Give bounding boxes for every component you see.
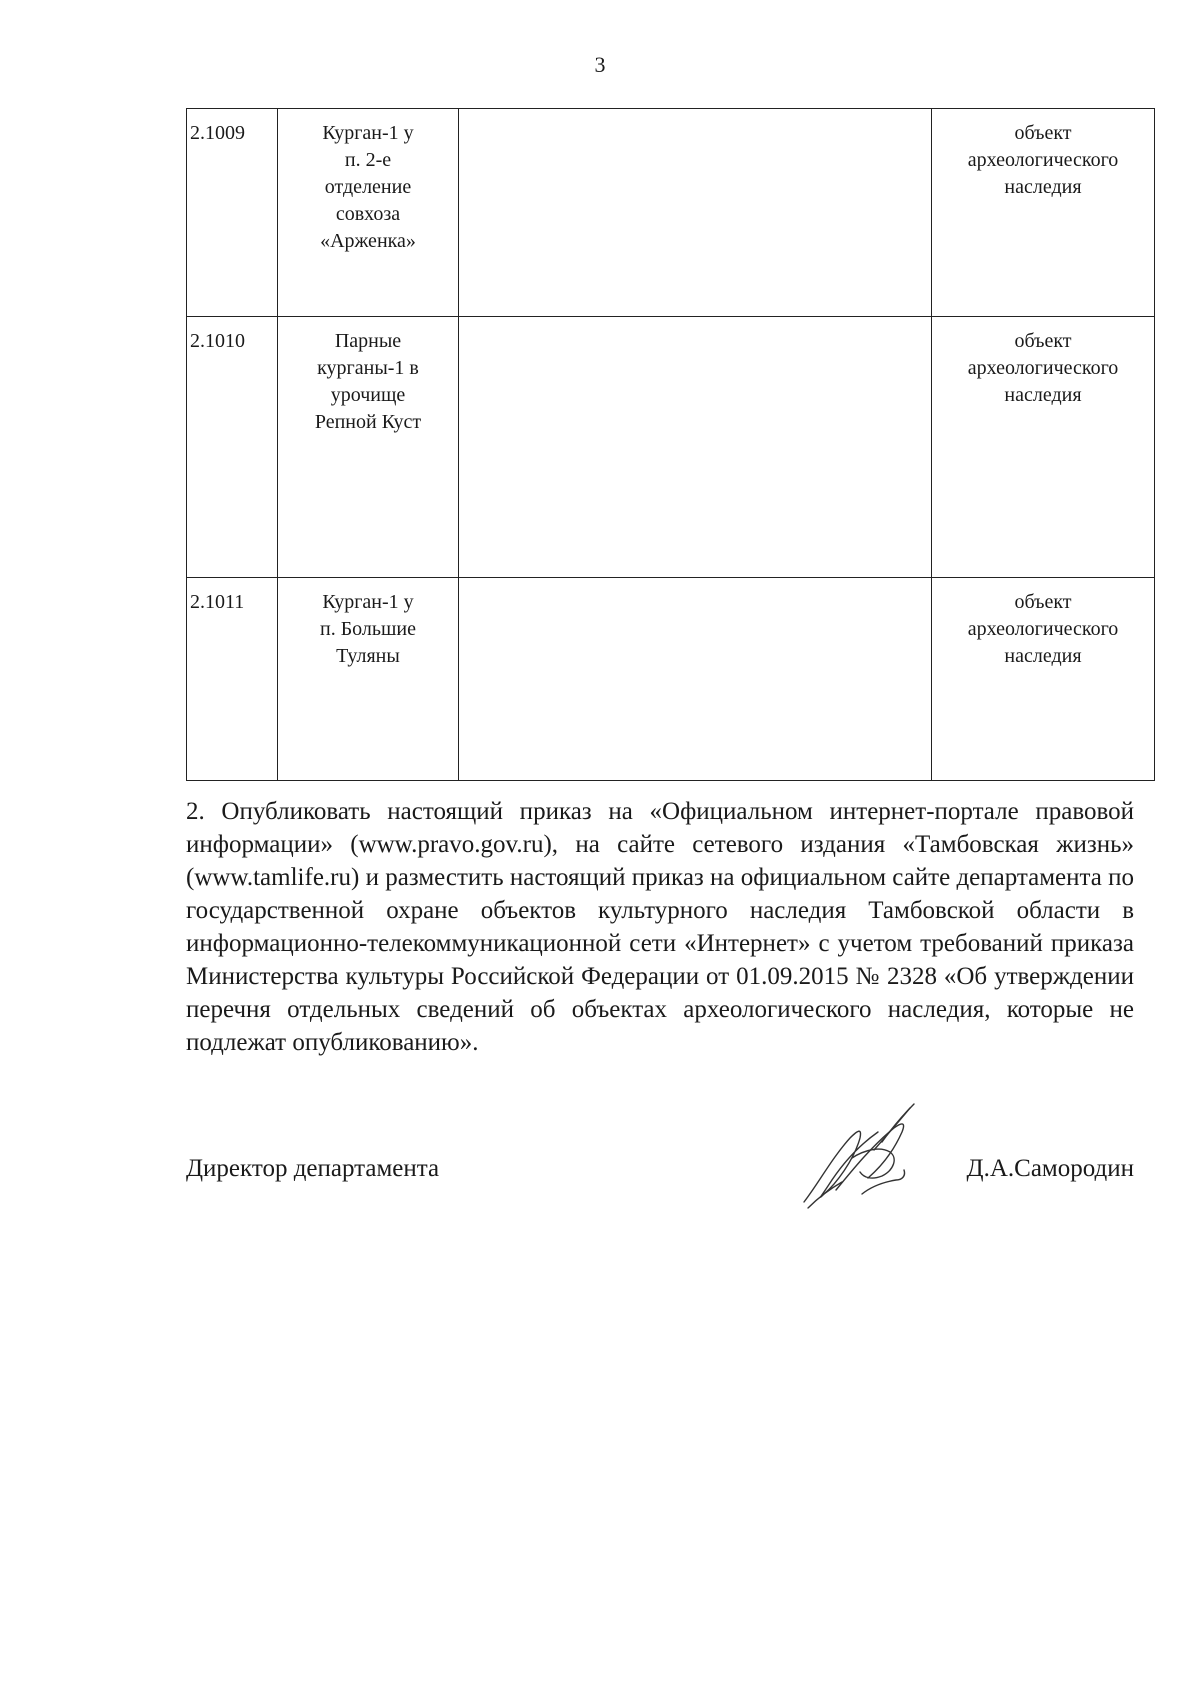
object-name-line: «Арженка» <box>320 230 416 252</box>
object-name-line: урочище <box>330 384 406 406</box>
object-category-line: археологического <box>967 357 1119 379</box>
object-category-line: археологического <box>967 618 1119 640</box>
object-category <box>932 109 1155 317</box>
object-name-line: Курган-1 у <box>322 122 414 144</box>
object-name <box>278 109 459 317</box>
object-description <box>459 578 932 781</box>
object-name-line: п. 2-е <box>344 149 392 171</box>
object-number: 2.1009 <box>187 109 278 317</box>
object-category-line: наследия <box>1004 176 1082 198</box>
signatory-name: Д.А.Самородин <box>966 1155 1134 1182</box>
heritage-objects-table <box>186 108 1155 781</box>
object-number: 2.1010 <box>187 317 278 578</box>
object-name-line: Туляны <box>336 645 400 667</box>
object-category-line: объект <box>1014 330 1072 352</box>
object-category-line: наследия <box>1004 384 1082 406</box>
object-description <box>459 109 932 317</box>
object-name-line: Курган-1 у <box>322 591 414 613</box>
object-name <box>278 578 459 781</box>
object-category-line: объект <box>1014 122 1072 144</box>
object-name-line: отделение <box>324 176 412 198</box>
object-name-line: п. Большие <box>319 618 416 640</box>
object-name-line: курганы-1 в <box>317 357 419 379</box>
object-description <box>459 317 932 578</box>
table-row <box>187 109 1155 317</box>
page-number: 3 <box>594 52 606 77</box>
object-category-line: археологического <box>967 149 1119 171</box>
object-name <box>278 317 459 578</box>
object-number: 2.1011 <box>187 578 278 781</box>
object-name-line: Репной Куст <box>314 411 422 433</box>
handwritten-signature <box>798 1098 938 1210</box>
table-row <box>187 578 1155 781</box>
object-name-line: Парные <box>334 330 402 352</box>
table-row <box>187 317 1155 578</box>
signatory-title: Директор департамента <box>186 1155 440 1182</box>
object-category <box>932 317 1155 578</box>
object-category <box>932 578 1155 781</box>
object-category-line: наследия <box>1004 645 1082 667</box>
publication-paragraph: 2. Опубликовать настоящий приказ на «Официальном интернет-портале правовой информации» (www.pravo.gov.ru), на сайте сетевого издания «Тамбовская жизнь» (www.tamlife.ru) и разместить настоящий приказ на официальном сайте департамента по государственной охране объектов культурного наследия Тамбовской области в информационно-телекоммуникационной сети «Интернет» с учетом требований приказа Министерства культуры Российской Федерации от 01.09.2015 № 2328 «Об утверждении перечня отдельных сведений об объектах археологического наследия, которые не подлежат опубликованию». <box>186 798 1134 1056</box>
object-name-line: совхоза <box>335 203 401 225</box>
object-category-line: объект <box>1014 591 1072 613</box>
